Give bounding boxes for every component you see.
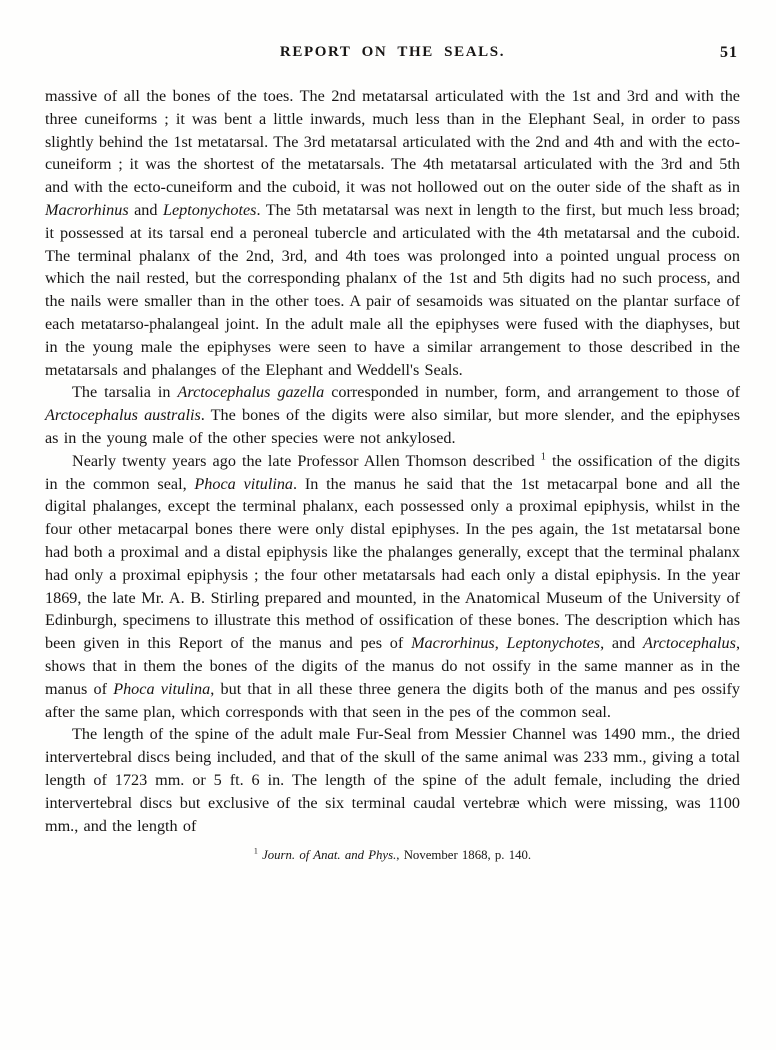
italic-term: Arctocephalus australis xyxy=(45,406,201,425)
text-run: corresponded in number, form, and arrangement to those of xyxy=(324,383,740,402)
paragraph xyxy=(45,381,740,449)
page-number: 51 xyxy=(720,44,738,61)
text-run: The tarsalia in xyxy=(72,383,178,402)
text-run: Nearly twenty years ago the late Professor Allen Thomson described xyxy=(72,451,541,470)
text-run: , and xyxy=(600,634,644,653)
paragraph xyxy=(45,450,740,724)
italic-term: Phoca vitulina xyxy=(194,474,294,493)
italic-term: Arctocephalus xyxy=(643,634,736,653)
footnote xyxy=(45,847,740,863)
italic-term: Journ. of Anat. and Phys. xyxy=(262,848,397,863)
italic-term: Leptonychotes xyxy=(162,200,257,219)
text-run: , xyxy=(494,634,507,653)
running-title: REPORT ON THE SEALS. xyxy=(279,44,506,60)
italic-term: Macrorhinus xyxy=(45,200,129,219)
italic-term: Arctocephalus gazella xyxy=(177,383,325,402)
text-run: and xyxy=(128,200,163,219)
italic-term: Phoca vitulina xyxy=(113,679,211,698)
italic-term: Macrorhinus xyxy=(411,634,495,653)
footnote-reference-marker: 1 xyxy=(253,847,258,857)
paragraph xyxy=(45,85,740,381)
text-run: the ossification of the digits in the common seal, xyxy=(45,451,740,493)
text-run: , but that in all these three genera the digits both of the manus and pes ossify after the same plan, which corresponds with that seen in the pes of the common seal. xyxy=(45,679,741,721)
italic-term: Leptonychotes xyxy=(506,634,601,653)
text-run: The length of the spine of the adult male Fur-Seal from Messier Channel was 1490 mm., the dried intervertebral discs being included, and that of the skull of the same animal was 233 mm., giving a total length of 1723 mm. or 5 ft. 6 in. The length of the spine of the adult female, including the dried intervertebral discs but exclusive of the six terminal caudal vertebræ which were missing, was 1100 mm., and the length of xyxy=(45,725,740,835)
page-header xyxy=(45,44,740,64)
body-text xyxy=(45,85,740,837)
text-run: . The bones of the digits were also similar, but more slender, and the epiphyses as in the young male of the other species were not ankylosed. xyxy=(45,406,740,447)
footnote-reference-marker: 1 xyxy=(540,451,546,463)
text-run: . In the manus he said that the 1st metacarpal bone and all the digital phalanges, except the terminal phalanx, each possessed only a proximal epiphysis, whilst in the four other metacarpal bones there were only distal epiphyses. In the pes again, the 1st metatarsal bone had both a proximal and a distal epiphysis like the phalanges generally, except that the terminal phalanx had only a proximal epiphysis ; the four other metatarsals had each only a distal epiphysis. In the year 1869, the late Mr. A. B. Stirling prepared and mounted, in the Anatomical Museum of the University of Edinburgh, specimens to illustrate this method of ossification of these bones. The description which has been given in this Report of the manus and pes of xyxy=(45,474,740,653)
text-run: . The 5th metatarsal was next in length to the first, but much less broad; it possessed at its tarsal end a peroneal tubercle and articulated with the 4th metatarsal and the cuboid. The terminal phalanx of the 2nd, 3rd, and 4th toes was prolonged into a pointed ungual process on which the nail rested, but the corresponding phalanx of the 1st and 5th digits had no such process, and the nails were smaller than in the other toes. A pair of sesamoids was situated on the plantar surface of each metatarso-phalangeal joint. In the adult male all the epiphyses were fused with the diaphyses, but in the young male the epiphyses were seen to have a similar arrangement to those described in the metatarsals and phalanges of the Elephant and Weddell's Seals. xyxy=(45,200,740,379)
text-run: massive of all the bones of the toes. The 2nd metatarsal articulated with the 1st and 3rd and with the three cuneiforms ; it was bent a little inwards, much less than in the Elephant Seal, in order to pass slightly behind the 1st metatarsal. The 3rd metatarsal articulated with the 2nd and 4th and with the ecto-cuneiform ; it was the shortest of the metatarsals. The 4th metatarsal articulated with the 3rd and 5th and with the ecto-cuneiform and the cuboid, it was not hollowed out on the outer side of the shaft as in xyxy=(45,87,740,197)
text-run: , shows that in them the bones of the digits of the manus do not ossify in the same manner as in the manus of xyxy=(45,634,740,698)
paragraph xyxy=(45,723,740,837)
footnote-text: , November 1868, p. 140. xyxy=(396,848,532,863)
